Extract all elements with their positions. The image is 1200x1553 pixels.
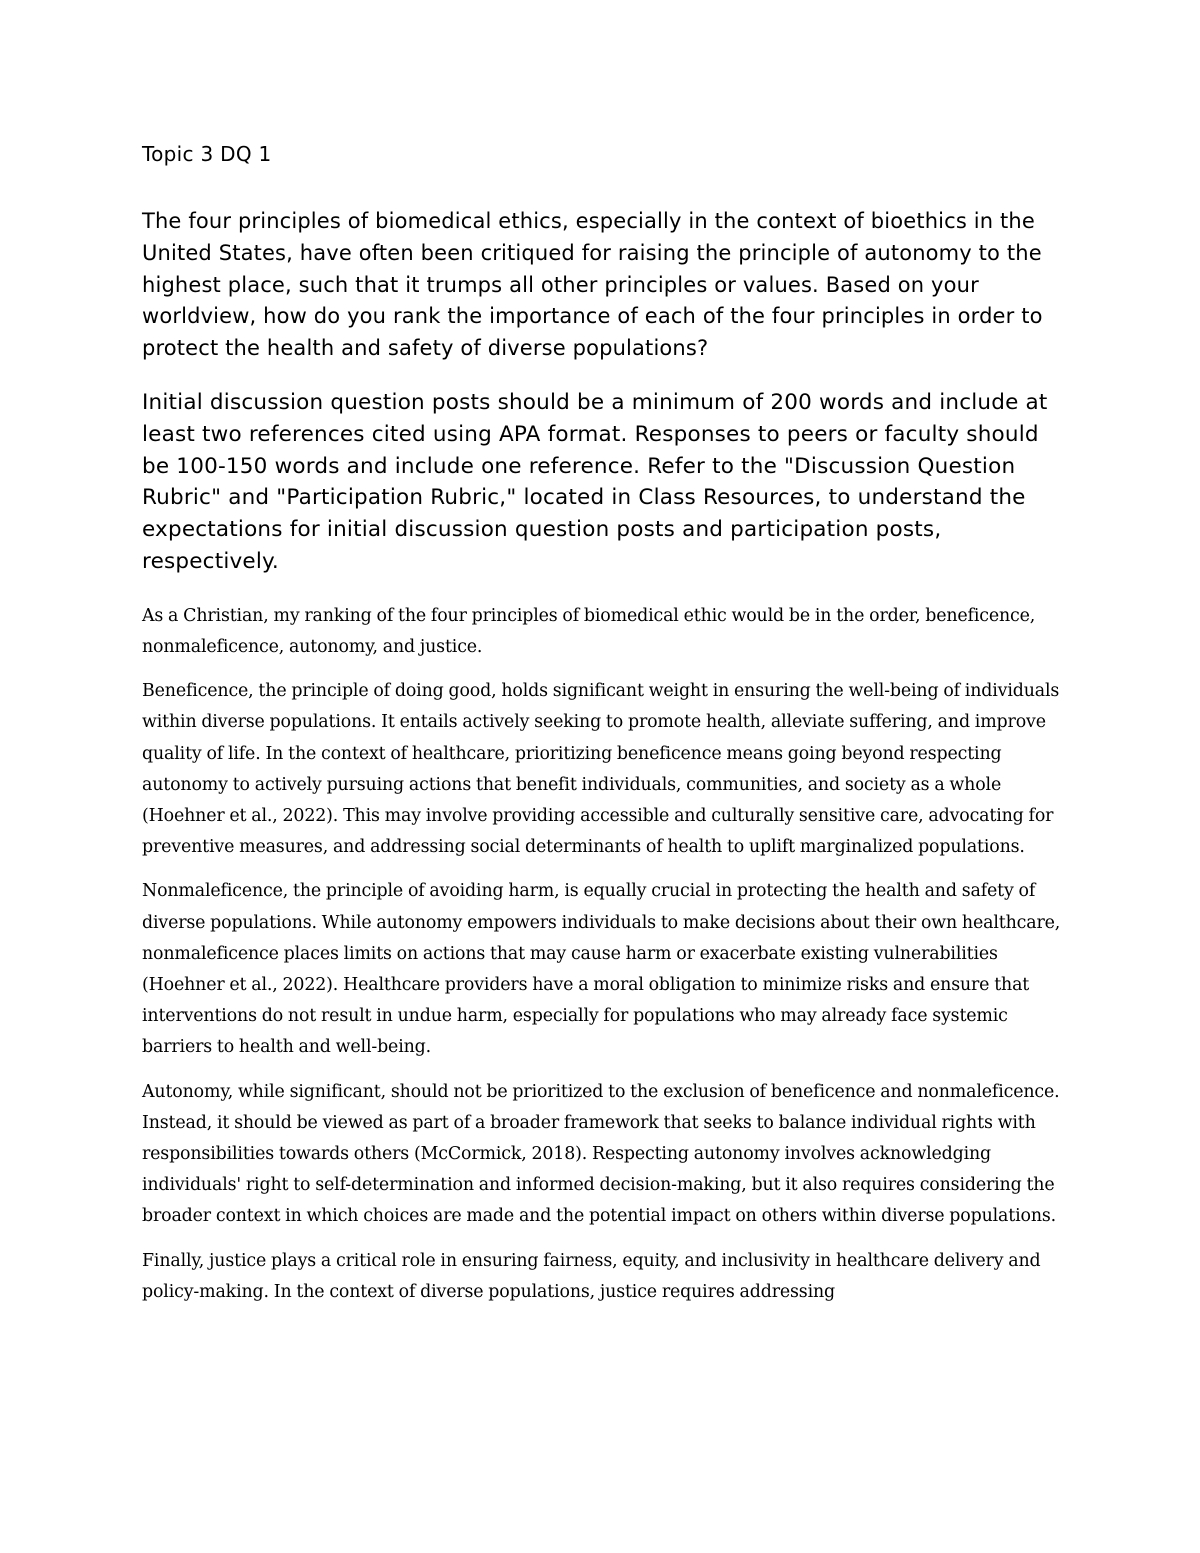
paragraph-ranking: As a Christian, my ranking of the four principles of biomedical ethic would be in the order, beneficence, nonmaleficence, autonomy, and justice. — [142, 605, 1036, 657]
document-content — [142, 140, 1062, 1321]
paragraph-autonomy: Autonomy, while significant, should not be prioritized to the exclusion of beneficence and nonmaleficence. Instead, it should be viewed as part of a broader framework that seeks to balance individual rights with responsibilities towards others (McCormick, 2018). Respecting autonomy involves acknowledging individuals' right to self-determination and informed decision-making, but it also requires considering the broader context in which choices are made and the potential impact on others within diverse populations. — [142, 1081, 1060, 1227]
paragraph-justice: Finally, justice plays a critical role in ensuring fairness, equity, and inclusivity in healthcare delivery and policy-making. In the context of diverse populations, justice requires addressing — [142, 1250, 1041, 1302]
posting-instructions: Initial discussion question posts should be a minimum of 200 words and include at least two references cited using APA format. Responses to peers or faculty should be 100-150 words and include one reference. Refer to the "Discussion Question Rubric" and "Participation Rubric," located in Class Resources, to understand the expectations for initial discussion question posts and participation posts, respectively. — [142, 389, 1048, 574]
document-title: Topic 3 DQ 1 — [142, 142, 272, 166]
paragraph-nonmaleficence: Nonmaleficence, the principle of avoiding harm, is equally crucial in protecting the health and safety of diverse populations. While autonomy empowers individuals to make decisions about their own healthcare, nonmaleficence places limits on actions that may cause harm or exacerbate existing vulnerabilities (Hoehner et al., 2022). Healthcare providers have a moral obligation to minimize risks and ensure that interventions do not result in undue harm, especially for populations who may already face systemic barriers to health and well-being. — [142, 881, 1061, 1058]
paragraph-beneficence: Beneficence, the principle of doing good, holds significant weight in ensuring the well-being of individuals within diverse populations. It entails actively seeking to promote health, alleviate suffering, and improve quality of life. In the context of healthcare, prioritizing beneficence means going beyond respecting autonomy to actively pursuing actions that benefit individuals, communities, and society as a whole (Hoehner et al., 2022). This may involve providing accessible and culturally sensitive care, advocating for preventive measures, and addressing social determinants of health to uplift marginalized populations. — [142, 681, 1060, 858]
discussion-prompt: The four principles of biomedical ethics, especially in the context of bioethics in the United States, have often been critiqued for raising the principle of autonomy to the highest place, such that it trumps all other principles or values. Based on your worldview, how do you rank the importance of each of the four principles in order to protect the health and safety of diverse populations? — [142, 209, 1043, 361]
